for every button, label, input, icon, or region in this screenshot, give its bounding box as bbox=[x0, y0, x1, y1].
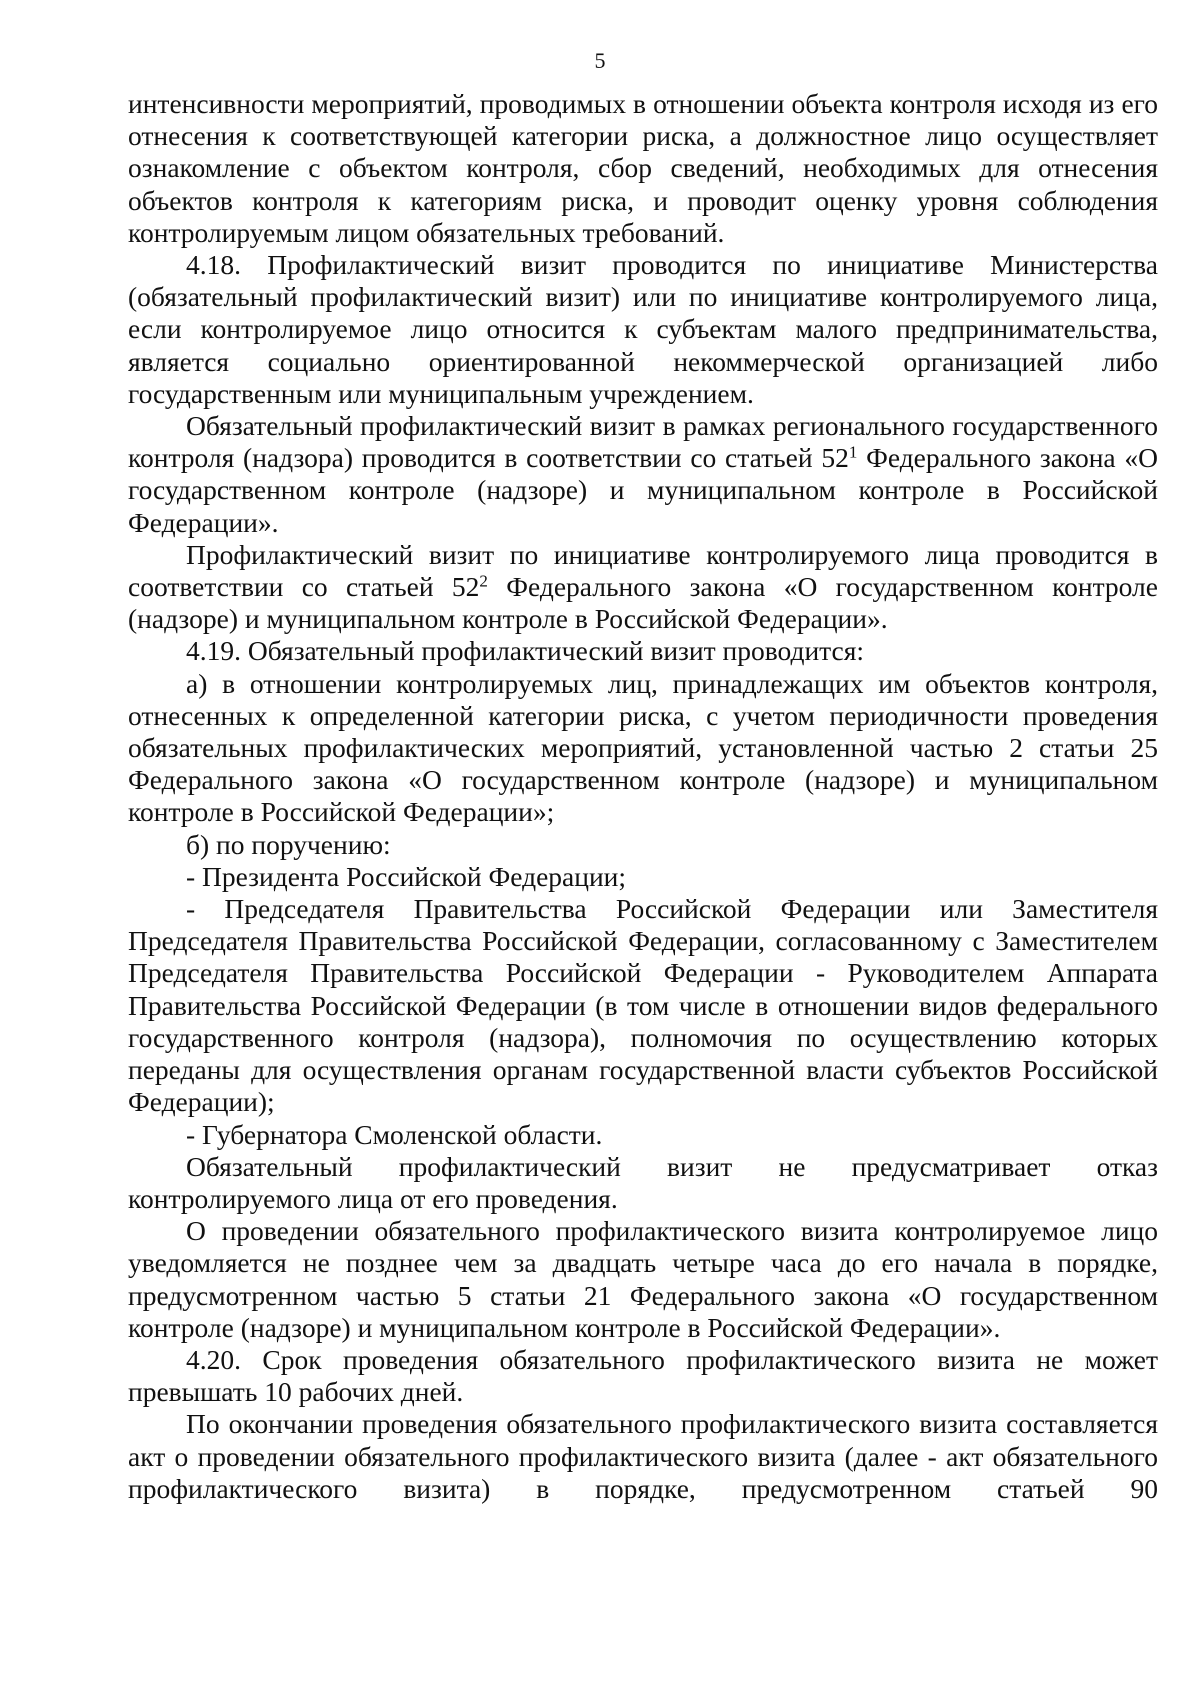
sub-item-governor: - Губернатора Смоленской области. bbox=[186, 1118, 603, 1150]
paragraph-text-part: Профилактический визит по инициативе контролируемого лица проводится в соответствии со статьей 52 bbox=[128, 538, 1158, 603]
paragraph-continuation: интенсивности мероприятий, проводимых в отношении объекта контроля исходя из его отнесения к соответствующей категории риска, а должностное лицо осуществляет ознакомление с объектом контроля, сбор сведений, необходимых для отнесения объектов контроля к категориям риска, и проводит оценку уровня соблюдения контролируемым лицом обязательных требований. bbox=[128, 88, 1158, 248]
paragraph-initiative-visit-article-52-2 bbox=[128, 539, 1158, 636]
paragraph-mandatory-visit-article-52-1 bbox=[128, 410, 1158, 539]
paragraph-text-part: Федерального закона «О государственном контроле (надзоре) и муниципальном контроле в Российской Федерации». bbox=[128, 442, 1158, 538]
paragraph-text-part: Обязательный профилактический визит в рамках регионального государственного контроля (надзора) проводится в соответствии со статьей 52 bbox=[128, 410, 1158, 474]
list-item-a: а) в отношении контролируемых лиц, принадлежащих им объектов контроля, отнесенных к определенной категории риска, с учетом периодичности проведения обязательных профилактических мероприятий, установленной частью 2 статьи 25 Федерального закона «О государственном контроле (надзоре) и муниципальном контроле в Российской Федерации»; bbox=[128, 667, 1158, 828]
list-item-b: б) по поручению: bbox=[186, 828, 391, 860]
page-number: 5 bbox=[594, 48, 606, 73]
paragraph-4-20: 4.20. Срок проведения обязательного профилактического визита не может превышать 10 рабочих дней. bbox=[128, 1343, 1158, 1408]
paragraph-act-drawn-up: По окончании проведения обязательного профилактического визита составляется акт о проведении обязательного профилактического визита (далее - акт обязательного профилактического визита) в порядке, предусмотренном статьей 90 bbox=[128, 1408, 1158, 1504]
document-body bbox=[128, 88, 1158, 1505]
superscript-2: 2 bbox=[479, 571, 488, 591]
paragraph-notification: О проведении обязательного профилактического визита контролируемое лицо уведомляется не позднее чем за двадцать четыре часа до его начала в порядке, предусмотренном частью 5 статьи 21 Федерального закона «О государственном контроле (надзоре) и муниципальном контроле в Российской Федерации». bbox=[128, 1215, 1158, 1343]
sub-item-chairman: - Председателя Правительства Российской Федерации или Заместителя Председателя Правительства Российской Федерации, согласованному с Заместителем Председателя Правительства Российской Федерации - Руководителем Аппарата Правительства Российской Федерации (в том числе в отношении видов федерального государственного контроля (надзора), полномочия по осуществлению которых переданы для осуществления органам государственной власти субъектов Российской Федерации); bbox=[128, 893, 1158, 1118]
sub-item-president: - Президента Российской Федерации; bbox=[186, 860, 627, 892]
paragraph-text-part: Федерального закона «О государственном контроле (надзоре) и муниципальном контроле в Российской Федерации». bbox=[128, 571, 1158, 635]
paragraph-4-19: 4.19. Обязательный профилактический визит проводится: bbox=[186, 635, 865, 667]
superscript-1: 1 bbox=[848, 442, 858, 462]
paragraph-4-18: 4.18. Профилактический визит проводится по инициативе Министерства (обязательный профилактический визит) или по инициативе контролируемого лица, если контролируемое лицо относится к субъектам малого предпринимательства, является социально ориентированной некоммерческой организацией либо государственным или муниципальным учреждением. bbox=[128, 249, 1158, 409]
paragraph-no-refusal: Обязательный профилактический визит не предусматривает отказ контролируемого лица от его проведения. bbox=[128, 1150, 1158, 1214]
